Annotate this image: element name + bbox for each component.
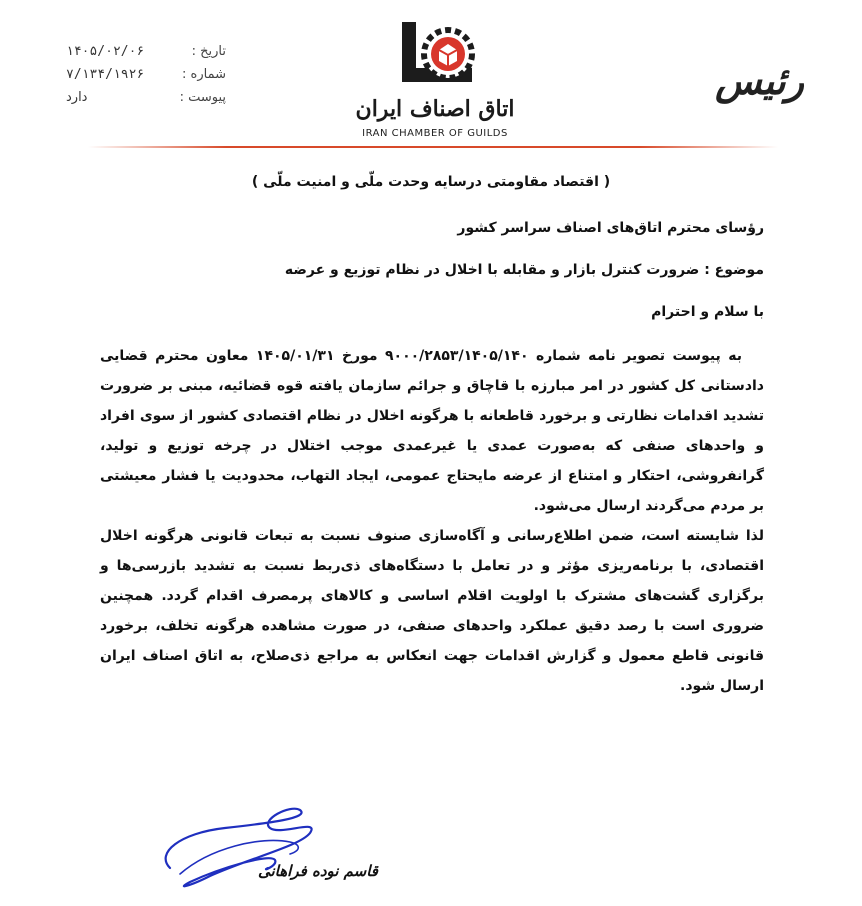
greeting: با سلام و احترام bbox=[651, 304, 764, 320]
letter-body bbox=[100, 341, 764, 701]
attachment-value: دارد bbox=[66, 90, 88, 105]
org-name-en: IRAN CHAMBER OF GUILDS bbox=[362, 128, 508, 139]
handwritten-signature bbox=[150, 798, 340, 898]
body-paragraph-1: به پیوست تصویر نامه شماره ۹۰۰۰/۲۸۵۳/۱۴۰۵/۱۴۰ مورخ ۱۴۰۵/۰۱/۳۱ معاون محترم قضایی دادستانی کل کشور در امر مبارزه با قاچاق و جرائم سازمان یافته قوه قضائیه، مبنی بر ضرورت تشدید اقدامات نظارتی و برخورد قاطعانه با هرگونه اخلال در نظام اقتصادی کشور از سوی افراد و واحدهای صنفی که به‌صورت عمدی یا غیرعمدی موجب اختلال در چرخه توزیع و تولید، گرانفروشی، احتکار و امتناع از عرضه مایحتاج عمومی، ایجاد التهاب، محدودیت یا فشار معیشتی بر مردم می‌گردند ارسال می‌شود. bbox=[100, 348, 764, 514]
logo-emblem-icon bbox=[350, 16, 520, 96]
org-name-fa: اتاق اصناف ایران bbox=[355, 96, 515, 122]
iran-chamber-of-guilds-logo bbox=[350, 16, 520, 139]
addressee: رؤسای محترم اتاق‌های اصناف سراسر کشور bbox=[457, 220, 764, 236]
attachment-label: پیوست : bbox=[179, 90, 226, 105]
date-value: ۱۴۰۵/۰۲/۰۶ bbox=[66, 44, 145, 59]
number-label: شماره : bbox=[182, 67, 226, 82]
date-label: تاریخ : bbox=[191, 44, 226, 59]
attachment-row bbox=[66, 86, 226, 109]
signer-name: قاسم نوده فراهانی bbox=[258, 862, 378, 880]
letter-meta bbox=[66, 40, 226, 109]
motto: ( اقتصاد مقاومتی درسایه وحدت ملّی و امنیت ملّی ) bbox=[251, 174, 611, 190]
date-row bbox=[66, 40, 226, 63]
president-title: رئیس bbox=[715, 58, 804, 103]
subject-line: موضوع : ضرورت کنترل بازار و مقابله با اخلال در نظام توزیع و عرضه bbox=[284, 262, 764, 278]
header-divider bbox=[88, 146, 778, 148]
body-paragraph-2: لذا شایسته است، ضمن اطلاع‌رسانی و آگاه‌سازی صنوف نسبت به تبعات قانونی هرگونه اخلال اقتصادی، با برنامه‌ریزی مؤثر و در تعامل با دستگاه‌های ذی‌ربط نسبت به تشدید بازرسی‌ها و برگزاری گشت‌های مشترک با اولویت اقلام اساسی و کالاهای پرمصرف اقدام گردد. همچنین ضروری است با رصد دقیق عملکرد واحدهای صنفی، در صورت مشاهده هرگونه تخلف، برخورد قانونی قاطع معمول و گزارش اقدامات جهت انعکاس به مراجع ذی‌صلاح، به اتاق اصناف ایران ارسال شود. bbox=[100, 528, 764, 694]
number-value: ۷/۱۳۴/۱۹۲۶ bbox=[66, 67, 145, 82]
number-row bbox=[66, 63, 226, 86]
